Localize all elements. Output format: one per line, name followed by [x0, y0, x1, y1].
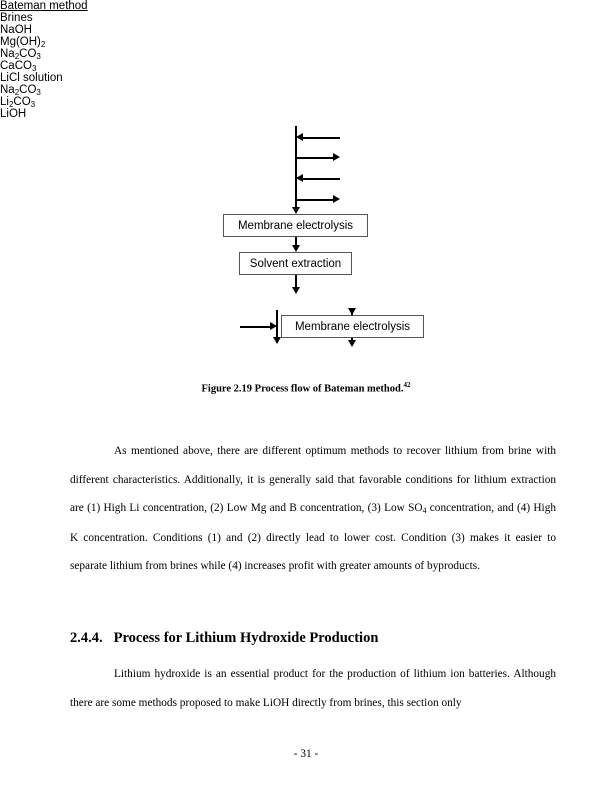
reagent-label-naoh: NaOH	[0, 24, 32, 36]
product-label-lioh: LiOH	[0, 108, 27, 120]
figure-caption	[0, 381, 612, 395]
figure-input-label: Brines	[0, 12, 33, 24]
figure-caption-text: Figure 2.19 Process flow of Bateman method.	[201, 383, 404, 395]
section-heading-number: 2.4.4.	[70, 630, 103, 646]
figure-caption-reference: 42	[403, 381, 411, 389]
reagent-line-2	[296, 157, 333, 159]
arrowhead-reagent-2-out	[333, 153, 340, 161]
arrowhead-na2co3-side	[270, 322, 277, 330]
reagent-label-na2co3-side: $Na_2CO_3$	[0, 84, 41, 97]
reagent-label-na2co3-top: $Na_2CO_3$	[0, 48, 41, 61]
reagent-line-4	[296, 199, 333, 201]
paragraph-text-1	[70, 437, 556, 581]
section-heading-text: Process for Lithium Hydroxide Production	[113, 630, 379, 646]
arrowhead-reagent-3-in	[296, 174, 303, 182]
arrowhead-into-box3	[348, 308, 356, 315]
arrowhead-reagent-4-out	[333, 195, 340, 203]
arrowhead-into-licl	[292, 287, 300, 294]
reagent-label-caco3: CaCO$_3$	[0, 60, 37, 73]
reagent-line-1	[303, 137, 340, 139]
page-number-footer: - 31 -	[293, 748, 319, 760]
reagent-label-mg-oh-2: $Mg(OH)_2$	[0, 36, 46, 49]
paragraph-text-2: Lithium hydroxide is an essential product for the production of lithium ion batteries. Although there are some methods proposed to make LiOH directly from brines, this section only	[70, 668, 556, 709]
paragraph-1-subscript: 4	[422, 506, 427, 516]
arrowhead-into-box2	[292, 245, 300, 252]
process-box-solvent-extraction: Solvent extraction	[239, 252, 352, 275]
paragraph-optimum-methods	[70, 437, 556, 581]
paragraph-1-part-2: concentration, and (4) High K concentration. Conditions (1) and (2) directly lead to lower cost. Condition (3) makes it easier to separate lithium from brines while (4) increases profit with greater amounts of byproducts.	[70, 502, 556, 573]
arrowhead-into-lioh	[348, 340, 356, 347]
figure-diagram-title: Bateman method	[0, 0, 88, 12]
reagent-line-na2co3-side	[240, 326, 272, 328]
process-box-membrane-electrolysis-2: Membrane electrolysis	[281, 315, 424, 338]
intermediate-label-licl-solution: LiCl solution	[0, 72, 63, 84]
arrowhead-into-box1	[292, 207, 300, 214]
reagent-line-3	[303, 178, 340, 180]
section-heading-2-4-4	[70, 630, 556, 647]
product-label-li2co3: $Li_2CO_3$	[0, 96, 36, 109]
process-box-membrane-electrolysis-1: Membrane electrolysis	[223, 214, 368, 237]
arrowhead-reagent-1-in	[296, 133, 303, 141]
paragraph-lithium-hydroxide	[70, 660, 556, 717]
paragraph-1-part-1: As mentioned above, there are different optimum methods to recover lithium from brine with different characteristics. Additionally, it is generally said that favorable conditions for lithium extraction are (1) High Li concentration, (2) Low Mg and B concentration, (3) Low SO	[70, 445, 556, 515]
arrowhead-into-li2co3	[273, 337, 281, 344]
